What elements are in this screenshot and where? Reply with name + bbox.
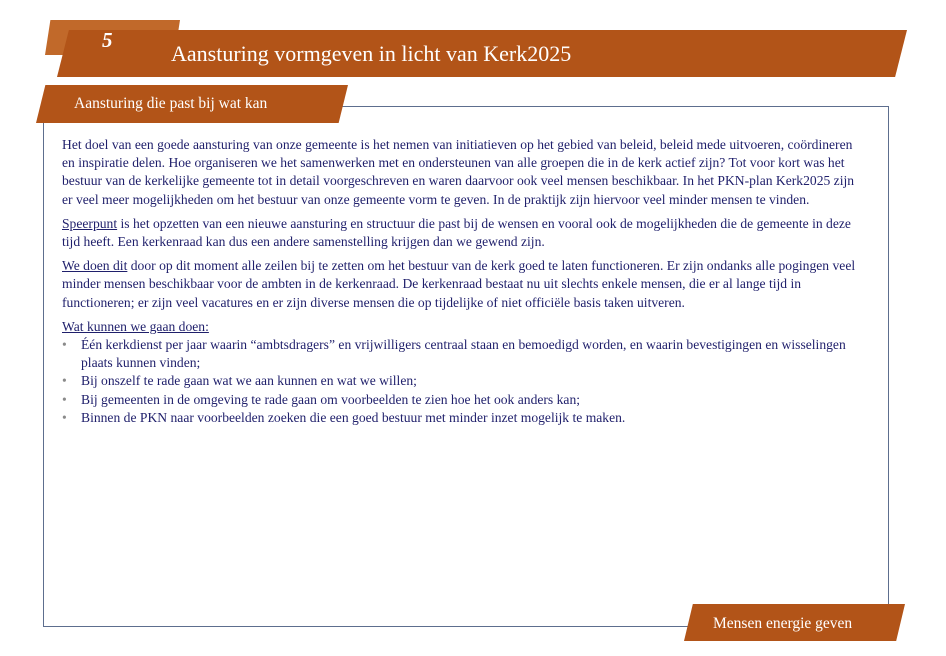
list-item-text: Bij onszelf te rade gaan wat we aan kunnen en wat we willen; — [81, 373, 417, 389]
wedoen-label: We doen dit — [62, 258, 128, 274]
bullet-icon: • — [62, 337, 67, 353]
bullet-icon: • — [62, 391, 67, 407]
bullet-icon: • — [62, 409, 67, 425]
body-text — [62, 136, 862, 427]
list-item — [62, 409, 862, 427]
footer-label: Mensen energie geven — [713, 615, 853, 632]
list-item — [62, 391, 862, 409]
chapter-number: 5 — [102, 28, 113, 52]
intro-paragraph: Het doel van een goede aansturing van onze gemeente is het nemen van initiatieven op het gebied van beleid, beleid mede uitvoeren, coördineren en inspiratie delen. Hoe organiseren we het samenwerken met en ondersteunen van alle groepen die in de kerk actief zijn? Tot voor kort was het bestuur van de kerkelijke gemeente tot in detail voorgeschreven en waren daarvoor ook veel mensen beschikbaar. In het PKN-plan Kerk2025 zijn er veel meer mogelijkheden om het bestuur van onze gemeente vorm te geven. In de praktijk zijn hiervoor veel minder mensen te vinden. — [62, 137, 855, 207]
wedoen-text: door op dit moment alle zeilen bij te zetten om het bestuur van de kerk goed te laten functioneren. Er zijn ondanks alle pogingen veel minder mensen beschikbaar voor de ambten in de kerkenraad. De kerkenraad bestaat nu uit slechts enkele mensen, die er al lange tijd in functioneren; er zijn veel vacatures en er zijn diverse mensen die op tijdelijke of niet officiële basis taken uitveren. — [62, 258, 856, 310]
actions-list — [62, 336, 862, 427]
actions-section — [62, 318, 862, 427]
speerpunt-text: is het opzetten van een nieuwe aansturing en structuur die past bij de wensen en vooral ook de mogelijkheden die de gemeente in deze tijd heeft. Een kerkenraad kan dus een andere samenstelling krijgen dan we gewend zijn. — [62, 215, 851, 250]
list-item — [62, 336, 862, 372]
list-item-text: Één kerkdienst per jaar waarin “ambtsdragers” en vrijwilligers centraal staan en bemoedigd worden, en waarin bevestigingen en wisselingen plaats kunnen vinden; — [81, 337, 846, 371]
list-item-text: Binnen de PKN naar voorbeelden zoeken die een goed bestuur met minder inzet mogelijk te maken. — [81, 409, 626, 425]
page-title: Aansturing vormgeven in licht van Kerk2025 — [171, 41, 572, 66]
bullet-icon: • — [62, 373, 67, 389]
list-item — [62, 372, 862, 390]
list-item-text: Bij gemeenten in de omgeving te rade gaan om voorbeelden te zien hoe het ook anders kan; — [81, 391, 581, 407]
actions-heading: Wat kunnen we gaan doen: — [62, 318, 209, 334]
wedoen-paragraph — [62, 257, 862, 312]
section-title: Aansturing die past bij wat kan — [74, 95, 268, 112]
speerpunt-paragraph — [62, 215, 862, 251]
speerpunt-label: Speerpunt — [62, 215, 118, 231]
